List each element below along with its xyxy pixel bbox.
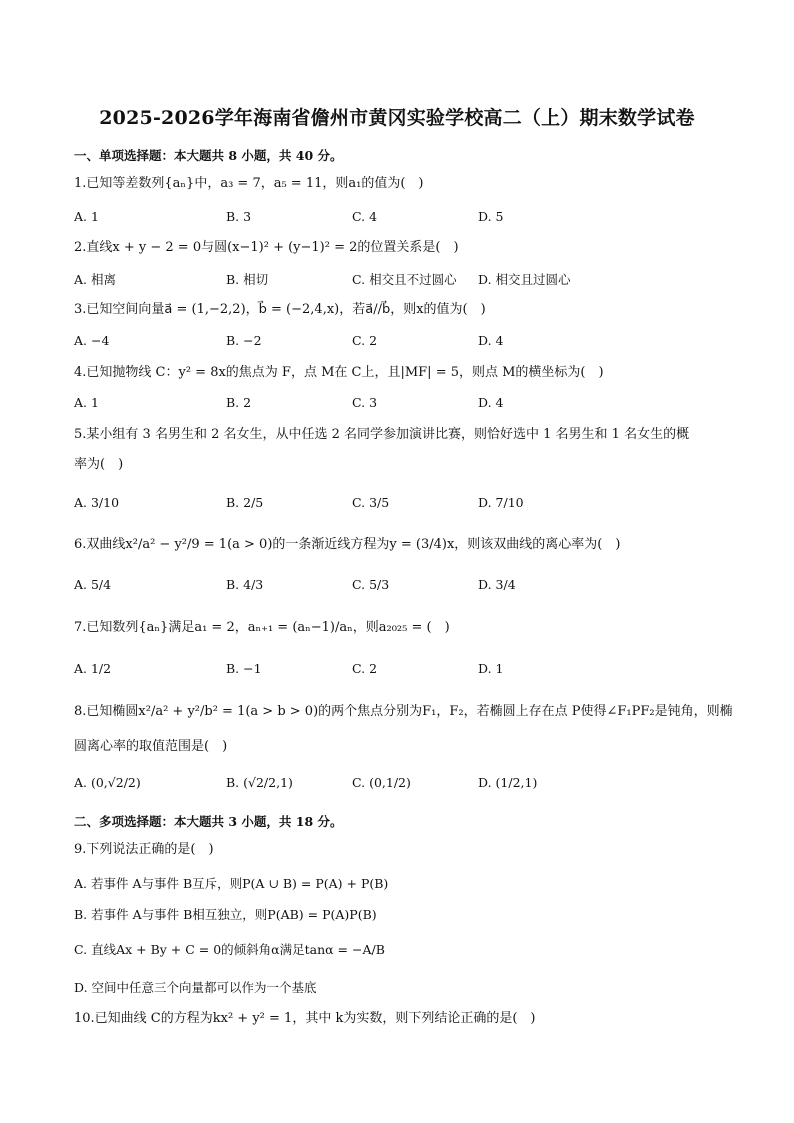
question-7-options (74, 661, 734, 679)
option-c: C. (0,1/2) (352, 775, 411, 790)
question-8-line-2: 圆离心率的取值范围是( ) (74, 739, 228, 754)
question-5 (74, 426, 734, 474)
option-c: C. 2 (352, 661, 378, 676)
question-6-options (74, 577, 734, 595)
option-b: B. (√2/2,1) (226, 775, 293, 790)
option-d: D. 1 (478, 661, 504, 676)
option-b: B. 2 (226, 395, 252, 410)
option-c: C. 3 (352, 395, 378, 410)
question-9: 9.下列说法正确的是( ) (74, 842, 214, 857)
option-d: D. 4 (478, 333, 504, 348)
option-a: A. 相离 (74, 272, 116, 287)
question-9-option-a: A. 若事件 A与事件 B互斥，则P(A ∪ B) = P(A) + P(B) (74, 876, 389, 891)
section-heading-single-choice: 一、单项选择题：本大题共 8 小题，共 40 分。 (74, 148, 343, 163)
option-b: B. −1 (226, 661, 262, 676)
option-c: C. 2 (352, 333, 378, 348)
option-a: A. (0,√2/2) (74, 775, 141, 790)
question-9-option-d: D. 空间中任意三个向量都可以作为一个基底 (74, 980, 317, 995)
option-c: C. 3/5 (352, 495, 390, 510)
option-d: D. 5 (478, 209, 504, 224)
question-9-option-b: B. 若事件 A与事件 B相互独立，则P(AB) = P(A)P(B) (74, 907, 377, 922)
question-6: 6.双曲线x²/a² − y²/9 = 1(a > 0)的一条渐近线方程为y = (3/4)x，则该双曲线的离心率为( ) (74, 537, 621, 552)
question-10: 10.已知曲线 C的方程为kx² + y² = 1，其中 k为实数，则下列结论正确的是( ) (74, 1011, 536, 1026)
question-4-options (74, 395, 734, 413)
option-c: C. 5/3 (352, 577, 390, 592)
question-1-options (74, 209, 734, 227)
question-2: 2.直线x + y − 2 = 0与圆(x−1)² + (y−1)² = 2的位置关系是( ) (74, 240, 459, 255)
option-a: A. −4 (74, 333, 110, 348)
option-d: D. 相交且过圆心 (478, 272, 571, 287)
option-d: D. 7/10 (478, 495, 524, 510)
question-8-line-1: 8.已知椭圆x²/a² + y²/b² = 1(a > b > 0)的两个焦点分别为F₁，F₂，若椭圆上存在点 P使得∠F₁PF₂是钝角，则椭 (74, 704, 733, 719)
option-a: A. 1 (74, 395, 99, 410)
question-2-options (74, 270, 734, 288)
option-c: C. 4 (352, 209, 378, 224)
question-9-option-c: C. 直线Ax + By + C = 0的倾斜角α满足tanα = −A/B (74, 942, 385, 957)
question-8-options (74, 775, 734, 793)
option-d: D. 4 (478, 395, 504, 410)
option-b: B. −2 (226, 333, 262, 348)
question-8 (74, 703, 734, 756)
option-d: D. 3/4 (478, 577, 516, 592)
option-c: C. 相交且不过圆心 (352, 272, 457, 287)
question-7: 7.已知数列{aₙ}满足a₁ = 2，aₙ₊₁ = (aₙ−1)/aₙ，则a₂₀₂₅ = ( ) (74, 620, 450, 635)
option-a: A. 1/2 (74, 661, 112, 676)
page-title: 2025-2026学年海南省儋州市黄冈实验学校高二（上）期末数学试卷 (99, 107, 695, 129)
option-a: A. 5/4 (74, 577, 112, 592)
option-a: A. 3/10 (74, 495, 120, 510)
option-a: A. 1 (74, 209, 99, 224)
question-4: 4.已知抛物线 C：y² = 8x的焦点为 F，点 M在 C上，且|MF| = 5，则点 M的横坐标为( ) (74, 365, 604, 380)
section-heading-multiple-choice: 二、多项选择题：本大题共 3 小题，共 18 分。 (74, 814, 343, 829)
option-b: B. 3 (226, 209, 252, 224)
option-d: D. (1/2,1) (478, 775, 538, 790)
option-b: B. 4/3 (226, 577, 264, 592)
question-3-options (74, 333, 734, 351)
option-b: B. 相切 (226, 272, 269, 287)
question-5-options (74, 495, 734, 513)
question-5-line-1: 5.某小组有 3 名男生和 2 名女生，从中任选 2 名同学参加演讲比赛，则恰好选中 1 名男生和 1 名女生的概 (74, 427, 690, 442)
question-5-line-2: 率为( ) (74, 457, 124, 472)
question-3: 3.已知空间向量a⃗ = (1,−2,2)，b⃗ = (−2,4,x)，若a⃗//b⃗，则x的值为( ) (74, 302, 486, 317)
question-1: 1.已知等差数列{aₙ}中，a₃ = 7，a₅ = 11，则a₁的值为( ) (74, 176, 424, 191)
option-b: B. 2/5 (226, 495, 264, 510)
